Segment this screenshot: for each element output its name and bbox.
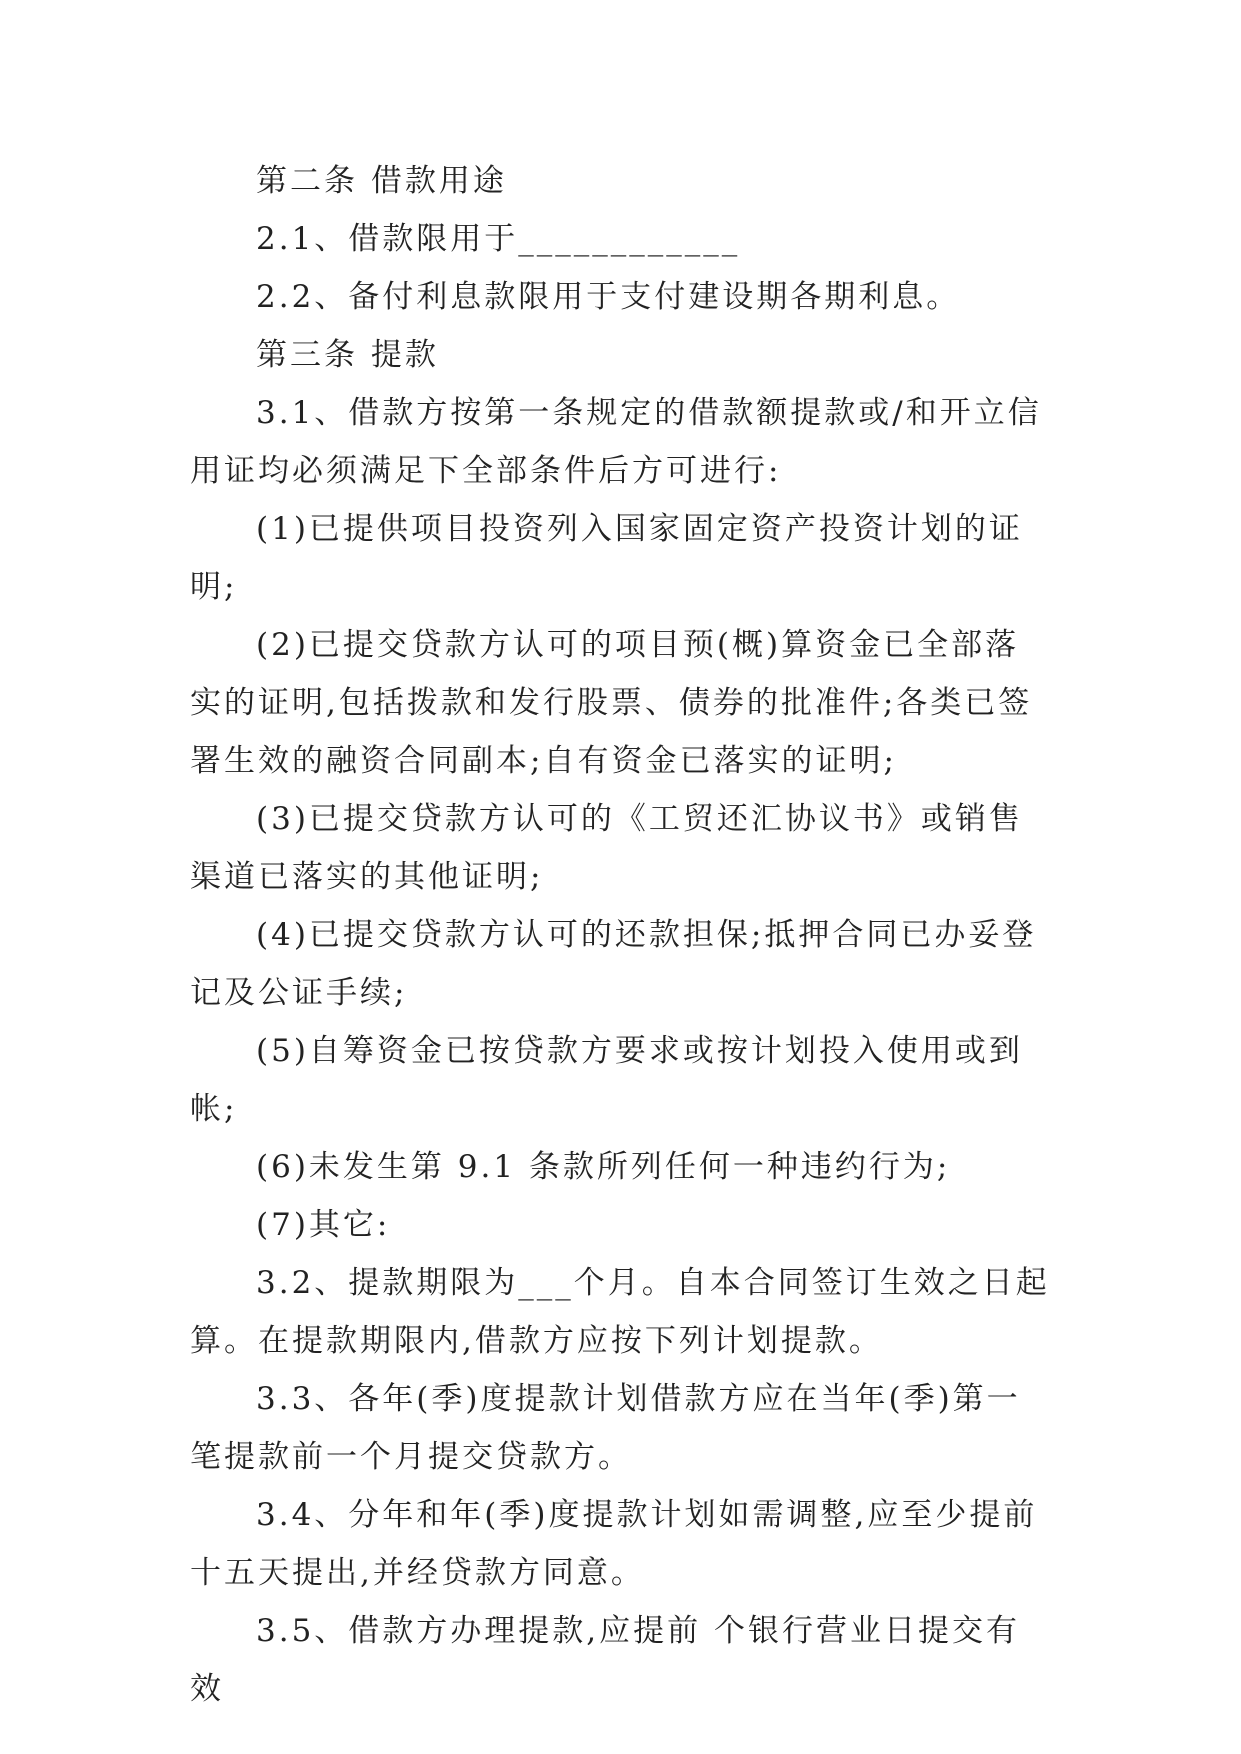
document-body xyxy=(190,152,1050,1718)
clause-2-1: 2.1、借款限用于____________ xyxy=(256,221,741,257)
clause-3-1: 3.1、借款方按第一条规定的借款额提款或/和开立信用证均必须满足下全部条件后方可进行: xyxy=(190,395,1042,489)
condition-7: (7)其它: xyxy=(256,1207,391,1243)
condition-3: (3)已提交贷款方认可的《工贸还汇协议书》或销售渠道已落实的其他证明; xyxy=(190,801,1023,895)
article-3-heading: 第三条 提款 xyxy=(256,337,439,373)
clause-3-5: 3.5、借款方办理提款,应提前 个银行营业日提交有效 xyxy=(190,1613,1021,1707)
clause-3-3: 3.3、各年(季)度提款计划借款方应在当年(季)第一笔提款前一个月提交贷款方。 xyxy=(190,1381,1021,1475)
condition-4: (4)已提交贷款方认可的还款担保;抵押合同已办妥登记及公证手续; xyxy=(190,917,1037,1011)
condition-5: (5)自筹资金已按贷款方要求或按计划投入使用或到帐; xyxy=(190,1033,1023,1127)
clause-3-4: 3.4、分年和年(季)度提款计划如需调整,应至少提前十五天提出,并经贷款方同意。 xyxy=(190,1497,1038,1591)
condition-1: (1)已提供项目投资列入国家固定资产投资计划的证明; xyxy=(190,511,1023,605)
condition-2: (2)已提交贷款方认可的项目预(概)算资金已全部落实的证明,包括拨款和发行股票、债券的批准件;各类已签署生效的融资合同副本;自有资金已落实的证明; xyxy=(190,627,1033,779)
article-2-heading: 第二条 借款用途 xyxy=(256,163,507,199)
condition-6: (6)未发生第 9.1 条款所列任何一种违约行为; xyxy=(256,1149,951,1185)
clause-3-2: 3.2、提款期限为___个月。自本合同签订生效之日起算。在提款期限内,借款方应按下列计划提款。 xyxy=(190,1265,1050,1359)
clause-2-2: 2.2、备付利息款限用于支付建设期各期利息。 xyxy=(256,279,961,315)
